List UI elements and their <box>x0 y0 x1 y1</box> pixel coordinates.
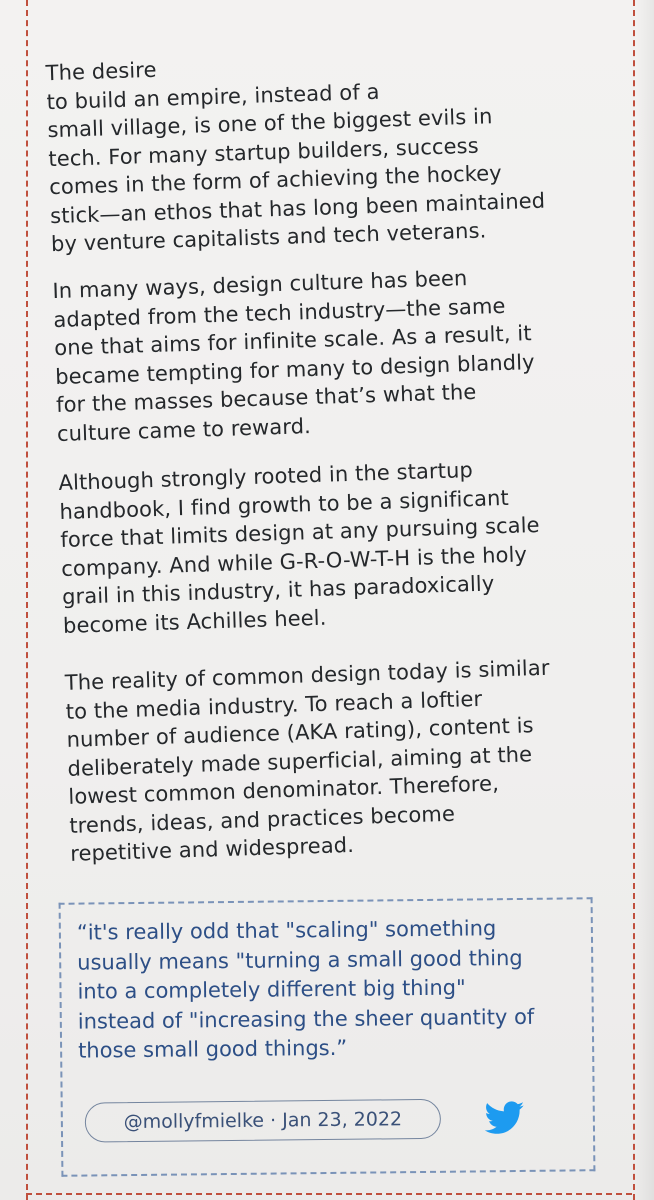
text-line: culture came to reward. <box>56 413 312 446</box>
quote-line: those small good things.” <box>78 1035 348 1063</box>
paragraph-design-culture <box>52 262 537 448</box>
text-line: lowest common denominator. Therefore, <box>68 771 500 809</box>
text-line: by venture capitalists and tech veterans. <box>50 218 487 257</box>
quote-line: “it's really odd that "scaling" something <box>76 916 497 945</box>
text-line: tech. For many startup builders, success <box>48 133 480 171</box>
text-line: Although strongly rooted in the startup <box>58 457 474 496</box>
quote-line: instead of "increasing the sheer quantity of <box>77 1004 535 1034</box>
text-line: adapted from the tech industry—the same <box>53 293 506 332</box>
text-line: company. And while G-R-O-W-T-H is the holy <box>60 541 528 581</box>
text-line: In many ways, design culture has been <box>52 266 468 304</box>
text-line: small village, is one of the biggest evils in <box>47 104 493 143</box>
text-line: grail in this industry, it has paradoxically <box>61 571 495 609</box>
text-line: stick—an ethos that has long been maintained <box>49 188 546 228</box>
text-line: became tempting for many to design blandly <box>54 349 535 389</box>
cut-line-bottom <box>26 1193 632 1195</box>
quote-line: into a completely different big thing" <box>77 975 466 1004</box>
text-line: repetitive and widespread. <box>69 832 355 866</box>
paragraph-empire <box>45 44 546 259</box>
text-line: for the masses because that’s what the <box>55 379 477 418</box>
text-line: handbook, I find growth to be a significant <box>59 485 510 524</box>
text-line: comes in the form of achieving the hockey <box>48 160 503 200</box>
tweet-quote-text <box>77 914 535 1066</box>
quote-line: usually means "turning a small good thing <box>77 945 523 975</box>
text-line: deliberately made superficial, aiming at the <box>67 741 533 781</box>
twitter-bird-icon <box>485 1101 525 1135</box>
text-line: become its Achilles heel. <box>62 605 327 638</box>
text-line: number of audience (AKA rating), content is <box>66 713 534 752</box>
paragraph-growth <box>58 454 543 640</box>
text-line: one that aims for infinite scale. As a result, it <box>53 321 532 361</box>
text-line: to build an empire, instead of a <box>46 79 380 114</box>
text-line: to the media industry. To reach a loftier <box>65 686 483 724</box>
text-line: The reality of common design today is similar <box>64 655 550 695</box>
text-line: The desire <box>45 57 157 86</box>
paragraph-media-industry <box>64 654 555 869</box>
text-line: trends, ideas, and practices become <box>68 801 456 838</box>
tweet-quote-card <box>59 897 596 1177</box>
tweet-attribution: @mollyfmielke · Jan 23, 2022 <box>85 1099 441 1143</box>
text-line: force that limits design at any pursuing scale <box>59 512 540 552</box>
